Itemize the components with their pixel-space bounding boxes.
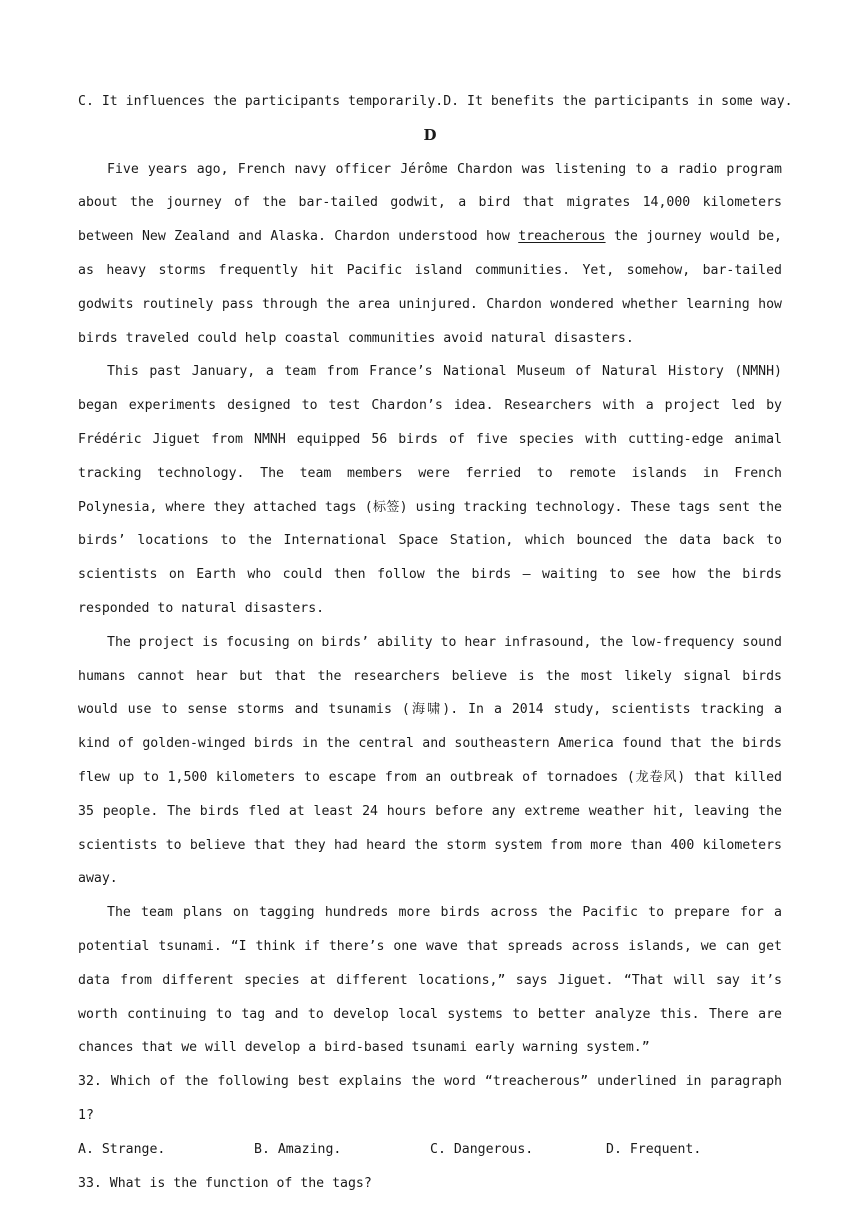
- previous-question-options: [78, 85, 793, 119]
- paragraph-1-text-end: the journey would be, as heavy storms frequently hit Pacific island communities. Yet, somehow, bar-tailed godwits routinely pass through the area uninjured. Chardon wondered whether learning how birds traveled could help coastal communities avoid natural disasters.: [78, 229, 782, 346]
- option-c: C. It influences the participants temporarily.: [78, 94, 444, 109]
- document-page: [78, 85, 793, 1200]
- paragraph-4: The team plans on tagging hundreds more birds across the Pacific to prepare for a potential tsunami. “I think if there’s one wave that spreads across islands, we can get data from different species at different locations,” says Jiguet. “That will say it’s worth continuing to tag and to develop local systems to better analyze this. There are chances that we will develop a bird-based tsunami early warning system.”: [78, 905, 782, 1056]
- option-d: D. It benefits the participants in some way.: [443, 94, 793, 109]
- question-32-option-c: C. Dangerous.: [430, 1141, 534, 1157]
- question-33-stem: 33. What is the function of the tags?: [78, 1175, 372, 1191]
- underlined-word: treacherous: [518, 229, 606, 245]
- paragraph-1: [78, 153, 782, 356]
- question-32-option-a: A. Strange.: [78, 1141, 166, 1157]
- question-32-option-b: B. Amazing.: [254, 1141, 342, 1157]
- paragraph-2: This past January, a team from France’s National Museum of Natural History (NMNH) began experiments designed to test Chardon’s idea. Researchers with a project led by Frédéric Jiguet from NMNH equipped 56 birds of five species with cutting-edge animal tracking technology. The team members were ferried to remote islands in French Polynesia, where they attached tags (标签) using tracking technology. These tags sent the birds’ locations to the International Space Station, which bounced the data back to scientists on Earth who could then follow the birds — waiting to see how the birds responded to natural disasters.: [78, 364, 782, 616]
- paragraph-1-text-start: Five years ago, French navy officer Jérôme Chardon was listening to a radio program about the journey of the bar-tailed godwit, a bird that migrates 14,000 kilometers between New Zealand and Alaska. Chardon understood how: [78, 161, 782, 245]
- paragraph-3: The project is focusing on birds’ ability to hear infrasound, the low-frequency sound humans cannot hear but that the researchers believe is the most likely signal birds would use to sense storms and tsunamis (海啸). In a 2014 study, scientists tracking a kind of golden-winged birds in the central and southeastern America found that the birds flew up to 1,500 kilometers to escape from an outbreak of tornadoes (龙卷风) that killed 35 people. The birds fled at least 24 hours before any extreme weather hit, leaving the scientists to believe that they had heard the storm system from more than 400 kilometers away.: [78, 634, 782, 887]
- question-32-option-d: D. Frequent.: [606, 1141, 702, 1157]
- question-32-options: [78, 1133, 782, 1167]
- question-32-stem: 32. Which of the following best explains the word “treacherous” underlined in paragraph 1?: [78, 1074, 782, 1123]
- section-heading: D: [423, 125, 437, 144]
